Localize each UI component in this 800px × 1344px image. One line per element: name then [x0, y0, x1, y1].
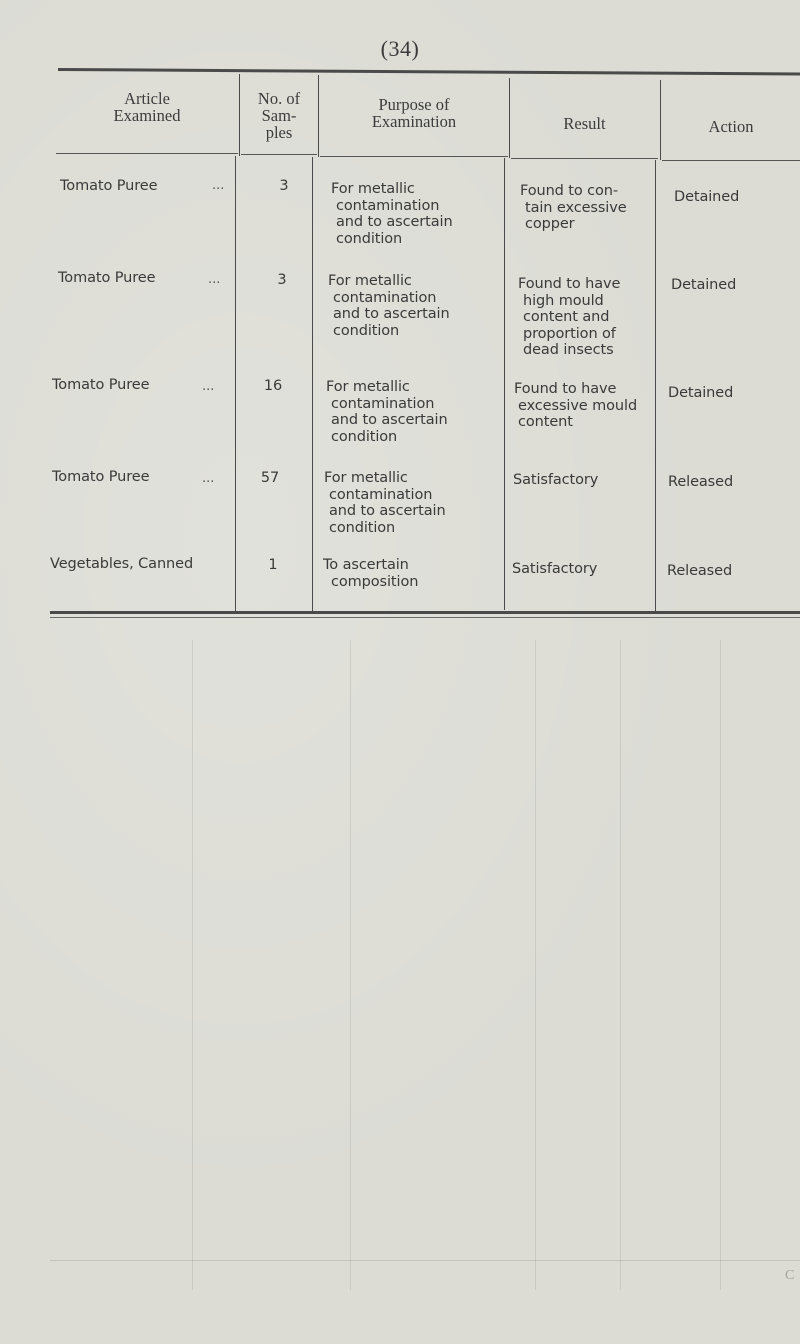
signature-mark: C — [785, 1268, 795, 1283]
text-line: proportion of — [523, 325, 616, 342]
cell-article: Tomato Puree — [60, 178, 158, 194]
header-line: No. of — [257, 89, 301, 108]
cell-result — [514, 381, 637, 431]
text-line: and to ascertain — [336, 214, 453, 230]
header-line: Examined — [113, 106, 181, 125]
text-line: contamination — [333, 289, 437, 306]
show-through-line — [720, 640, 721, 1290]
cell-action: Released — [667, 563, 733, 579]
text-line: Found to have — [518, 276, 621, 292]
column-divider — [312, 157, 313, 611]
cell-action: Detained — [671, 277, 737, 293]
cell-action: Detained — [668, 385, 734, 401]
page-number: (34) — [380, 36, 420, 61]
text-line: For metallic — [324, 470, 408, 486]
cell-article: Tomato Puree — [58, 270, 156, 286]
text-line: content and — [523, 309, 610, 325]
text-line: Found to have — [514, 381, 617, 397]
cell-samples: 16 — [263, 378, 283, 394]
cell-purpose — [328, 273, 450, 339]
header-line: Purpose of — [378, 95, 450, 114]
text-line: content — [518, 414, 573, 430]
cell-samples: 3 — [279, 178, 289, 194]
leader-dots: ... — [202, 471, 215, 486]
cell-action: Detained — [674, 189, 740, 205]
text-line: and to ascertain — [333, 306, 450, 322]
text-line: composition — [331, 573, 419, 590]
column-divider — [235, 156, 236, 611]
header-action — [662, 118, 800, 135]
column-divider — [660, 80, 661, 160]
column-divider — [318, 75, 319, 157]
show-through-line — [535, 640, 536, 1290]
text-line: and to ascertain — [331, 412, 448, 428]
header-underline — [241, 154, 317, 155]
cell-action: Released — [668, 474, 734, 490]
text-line: For metallic — [328, 273, 412, 289]
cell-purpose — [331, 181, 453, 247]
leader-dots: ... — [202, 379, 215, 394]
show-through-line — [620, 640, 621, 1290]
show-through-line — [350, 640, 351, 1290]
header-line: Result — [563, 114, 606, 133]
cell-purpose — [326, 379, 448, 445]
text-line: contamination — [336, 197, 440, 214]
text-line: For metallic — [331, 181, 415, 197]
text-line: excessive mould — [518, 397, 638, 414]
header-underline — [511, 158, 658, 159]
text-line: For metallic — [326, 379, 410, 395]
column-divider — [509, 78, 510, 158]
text-line: dead insects — [523, 342, 614, 358]
header-line: Examination — [371, 112, 457, 131]
cell-samples: 3 — [277, 272, 287, 288]
column-divider — [655, 160, 656, 612]
header-line: Sam- — [261, 106, 297, 125]
column-divider — [239, 74, 240, 156]
cell-result — [513, 472, 598, 489]
text-line: condition — [329, 519, 396, 536]
cell-result — [520, 183, 627, 233]
text-line: Satisfactory — [512, 561, 598, 577]
show-through-rule — [50, 1260, 800, 1261]
text-line: high mould — [523, 292, 604, 309]
header-line: ples — [265, 123, 293, 142]
cell-result — [518, 276, 620, 359]
text-line: tain excessive — [525, 199, 627, 216]
table-bottom-rule-thin — [50, 617, 800, 618]
header-result — [511, 115, 658, 132]
header-line: Action — [708, 117, 754, 136]
cell-article: Tomato Puree — [52, 469, 150, 485]
cell-article: Vegetables, Canned — [50, 556, 194, 572]
text-line: condition — [333, 322, 400, 339]
text-line: contamination — [331, 395, 435, 412]
text-line: copper — [525, 216, 575, 232]
header-line: Article — [124, 89, 170, 108]
column-divider — [504, 158, 505, 610]
cell-result — [512, 561, 597, 578]
table-bottom-rule — [50, 611, 800, 614]
header-underline — [662, 160, 800, 161]
header-purpose-of-examination — [320, 96, 508, 130]
text-line: To ascertain — [323, 557, 409, 573]
leader-dots: ... — [212, 178, 225, 193]
leader-dots: ... — [208, 272, 221, 287]
text-line: Found to con- — [520, 183, 619, 199]
cell-purpose — [323, 557, 418, 590]
text-line: contamination — [329, 486, 433, 503]
text-line: condition — [336, 230, 403, 247]
cell-samples: 57 — [260, 470, 280, 486]
cell-article: Tomato Puree — [52, 377, 150, 393]
header-article-examined — [56, 90, 238, 124]
table-top-rule — [58, 68, 800, 76]
show-through-line — [192, 640, 193, 1290]
cell-purpose — [324, 470, 446, 536]
header-underline — [320, 156, 508, 157]
text-line: and to ascertain — [329, 503, 446, 519]
cell-samples: 1 — [268, 557, 278, 573]
header-no-of-samples — [241, 90, 317, 141]
header-underline — [56, 153, 238, 154]
text-line: Satisfactory — [513, 472, 599, 488]
text-line: condition — [331, 428, 398, 445]
